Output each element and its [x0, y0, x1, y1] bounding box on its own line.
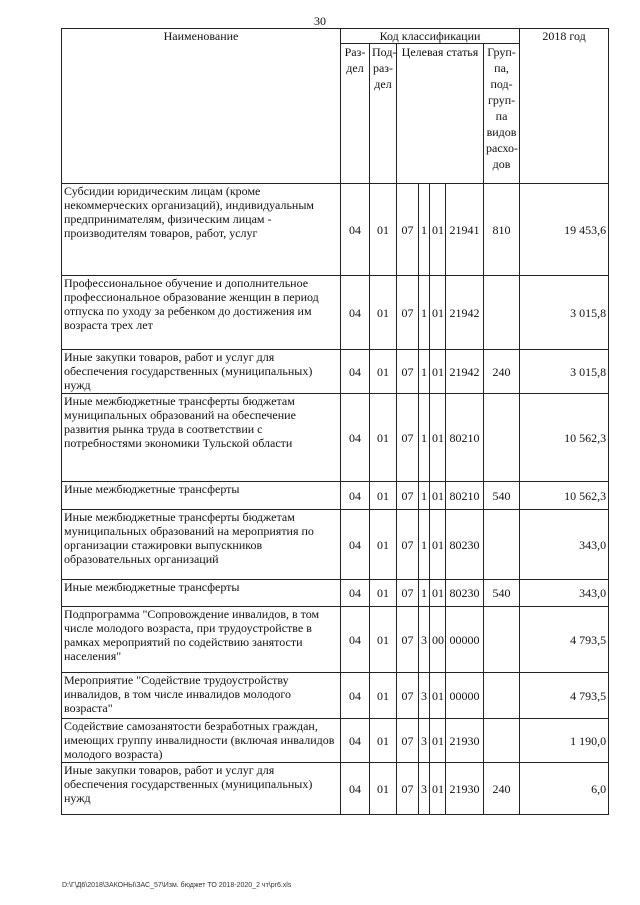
- row-name: Профессиональное обучение и дополнительное профессиональное образование женщин в период отпуска по уходу за ребенком до достижения им возраста трех лет: [62, 276, 341, 350]
- row-target-subprogram: 1: [419, 482, 430, 510]
- table-row: [62, 673, 609, 719]
- row-target-subprogram: 1: [419, 184, 430, 276]
- row-target-subprogram: 1: [419, 350, 430, 394]
- row-subsection: 01: [370, 719, 397, 763]
- row-expense-group: [484, 510, 520, 580]
- row-subsection: 01: [370, 607, 397, 673]
- row-target-program: 07: [397, 184, 419, 276]
- row-name: Иные межбюджетные трансферты: [62, 482, 341, 510]
- row-name: Иные межбюджетные трансферты: [62, 580, 341, 607]
- row-expense-group: 240: [484, 350, 520, 394]
- row-target-direction: 21942: [446, 276, 484, 350]
- table-row: [62, 763, 609, 815]
- row-section: 04: [341, 184, 370, 276]
- table-row: [62, 184, 609, 276]
- row-expense-group: [484, 394, 520, 482]
- row-target-subprogram: 3: [419, 673, 430, 719]
- table-row: [62, 607, 609, 673]
- row-target-direction: 21941: [446, 184, 484, 276]
- row-section: 04: [341, 394, 370, 482]
- row-target-subprogram: 1: [419, 580, 430, 607]
- table-row: [62, 276, 609, 350]
- row-amount-2018: 343,0: [520, 510, 609, 580]
- row-section: 04: [341, 510, 370, 580]
- row-amount-2018: 1 190,0: [520, 719, 609, 763]
- row-subsection: 01: [370, 482, 397, 510]
- row-expense-group: 540: [484, 580, 520, 607]
- row-target-program: 07: [397, 673, 419, 719]
- row-target-direction: 80210: [446, 482, 484, 510]
- header-section: Раз- дел: [341, 44, 370, 184]
- row-target-direction: 80230: [446, 580, 484, 607]
- row-target-event: 01: [430, 580, 446, 607]
- header-name: Наименование: [62, 29, 341, 184]
- page-number: 30: [314, 14, 326, 28]
- row-target-program: 07: [397, 719, 419, 763]
- row-target-event: 01: [430, 350, 446, 394]
- row-target-direction: 00000: [446, 607, 484, 673]
- header-classification: Код классификации: [341, 29, 520, 44]
- row-amount-2018: 4 793,5: [520, 607, 609, 673]
- row-name: Подпрограмма "Сопровождение инвалидов, в том числе молодого возраста, при трудоустройстве в рамках мероприятий по содействию занятости населения": [62, 607, 341, 673]
- row-target-subprogram: 3: [419, 763, 430, 815]
- row-name: Иные межбюджетные трансферты бюджетам муниципальных образований на обеспечение развития рынка труда в соответствии с потребностями экономики Тульской области: [62, 394, 341, 482]
- row-target-event: 01: [430, 763, 446, 815]
- header-group: Груп- па, под- груп- па видов расхо- дов: [484, 44, 520, 184]
- row-expense-group: 540: [484, 482, 520, 510]
- table-row: [62, 482, 609, 510]
- row-section: 04: [341, 580, 370, 607]
- header-target-article: Целевая статья: [397, 44, 484, 184]
- row-name: Иные межбюджетные трансферты бюджетам муниципальных образований на мероприятия по организации стажировки выпускников образовательных организаций: [62, 510, 341, 580]
- row-target-event: 01: [430, 184, 446, 276]
- row-expense-group: 240: [484, 763, 520, 815]
- row-amount-2018: 343,0: [520, 580, 609, 607]
- row-name: Мероприятие "Содействие трудоустройству инвалидов, в том числе инвалидов молодого возраста": [62, 673, 341, 719]
- row-amount-2018: 10 562,3: [520, 482, 609, 510]
- row-subsection: 01: [370, 763, 397, 815]
- row-target-direction: 00000: [446, 673, 484, 719]
- row-target-subprogram: 1: [419, 510, 430, 580]
- row-subsection: 01: [370, 510, 397, 580]
- header-year: 2018 год: [520, 29, 609, 184]
- table-row: [62, 394, 609, 482]
- row-expense-group: [484, 607, 520, 673]
- row-section: 04: [341, 482, 370, 510]
- row-amount-2018: 4 793,5: [520, 673, 609, 719]
- row-name: Иные закупки товаров, работ и услуг для обеспечения государственных (муниципальных) нужд: [62, 763, 341, 815]
- row-target-subprogram: 1: [419, 276, 430, 350]
- row-target-program: 07: [397, 580, 419, 607]
- row-target-subprogram: 3: [419, 607, 430, 673]
- row-amount-2018: 19 453,6: [520, 184, 609, 276]
- row-amount-2018: 10 562,3: [520, 394, 609, 482]
- row-target-program: 07: [397, 276, 419, 350]
- row-name: Субсидии юридическим лицам (кроме некоммерческих организаций), индивидуальным предпринимателям, физическим лицам - производителям товаров, работ, услуг: [62, 184, 341, 276]
- budget-table: [61, 28, 609, 815]
- row-section: 04: [341, 276, 370, 350]
- row-section: 04: [341, 719, 370, 763]
- row-target-program: 07: [397, 510, 419, 580]
- row-subsection: 01: [370, 580, 397, 607]
- row-target-event: 01: [430, 482, 446, 510]
- table-row: [62, 350, 609, 394]
- row-target-direction: 21942: [446, 350, 484, 394]
- row-target-event: 01: [430, 276, 446, 350]
- row-target-direction: 80230: [446, 510, 484, 580]
- table-row: [62, 580, 609, 607]
- row-target-event: 01: [430, 510, 446, 580]
- row-section: 04: [341, 673, 370, 719]
- row-subsection: 01: [370, 394, 397, 482]
- row-target-program: 07: [397, 607, 419, 673]
- row-amount-2018: 3 015,8: [520, 350, 609, 394]
- row-target-event: 01: [430, 394, 446, 482]
- row-target-subprogram: 3: [419, 719, 430, 763]
- row-name: Иные закупки товаров, работ и услуг для обеспечения государственных (муниципальных) нужд: [62, 350, 341, 394]
- table-row: [62, 719, 609, 763]
- header-subsection: Под- раз- дел: [370, 44, 397, 184]
- row-target-program: 07: [397, 350, 419, 394]
- row-target-program: 07: [397, 394, 419, 482]
- row-expense-group: [484, 276, 520, 350]
- row-target-event: 01: [430, 719, 446, 763]
- row-target-direction: 21930: [446, 719, 484, 763]
- row-subsection: 01: [370, 350, 397, 394]
- row-expense-group: 810: [484, 184, 520, 276]
- row-subsection: 01: [370, 276, 397, 350]
- row-amount-2018: 3 015,8: [520, 276, 609, 350]
- table-row: [62, 510, 609, 580]
- row-target-event: 00: [430, 607, 446, 673]
- row-target-program: 07: [397, 482, 419, 510]
- file-path-footer: D:\Г\Д6\2018\ЗАКОНЫ\ЗАС_57\Изм. бюджет ТО 2018-2020_2 чт\pr6.xls: [62, 882, 292, 889]
- row-section: 04: [341, 607, 370, 673]
- row-subsection: 01: [370, 184, 397, 276]
- row-expense-group: [484, 719, 520, 763]
- row-amount-2018: 6,0: [520, 763, 609, 815]
- row-target-direction: 80210: [446, 394, 484, 482]
- row-name: Содействие самозанятости безработных граждан, имеющих группу инвалидности (включая инвалидов молодого возраста): [62, 719, 341, 763]
- row-expense-group: [484, 673, 520, 719]
- row-target-direction: 21930: [446, 763, 484, 815]
- row-subsection: 01: [370, 673, 397, 719]
- row-target-program: 07: [397, 763, 419, 815]
- row-section: 04: [341, 350, 370, 394]
- row-target-event: 01: [430, 673, 446, 719]
- row-section: 04: [341, 763, 370, 815]
- row-target-subprogram: 1: [419, 394, 430, 482]
